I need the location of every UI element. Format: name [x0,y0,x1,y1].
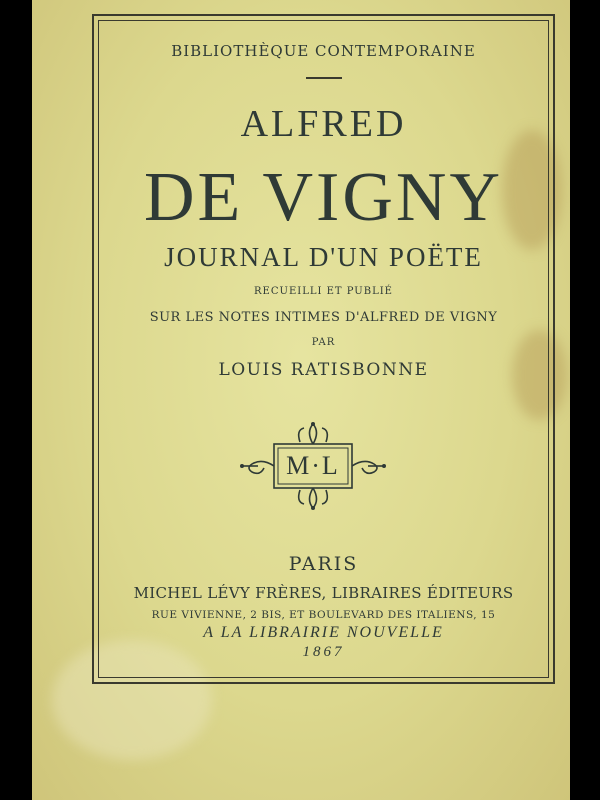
city: PARIS [288,553,359,575]
book-title: JOURNAL D'UN POËTE [164,242,483,272]
monogram-letters: M·L [286,451,340,480]
subtitle-collected: RECUEILLI ET PUBLIÉ [254,286,393,297]
book-cover [32,0,570,800]
author-first-name: ALFRED [240,103,407,145]
editor-name: LOUIS RATISBONNE [218,360,429,380]
by-label: PAR [311,337,336,348]
series-title: BIBLIOTHÈQUE CONTEMPORAINE [171,42,476,60]
publication-year: 1867 [302,644,345,660]
divider-rule [306,77,342,79]
publisher-address: RUE VIVIENNE, 2 BIS, ET BOULEVARD DES ITALIENS, 15 [151,609,496,621]
subtitle-notes: SUR LES NOTES INTIMES D'ALFRED DE VIGNY [149,310,498,325]
publisher: MICHEL LÉVY FRÈRES, LIBRAIRES ÉDITEURS [133,584,514,602]
bookshop: A LA LIBRAIRIE NOUVELLE [203,624,444,641]
author-last-name: DE VIGNY [143,159,504,236]
